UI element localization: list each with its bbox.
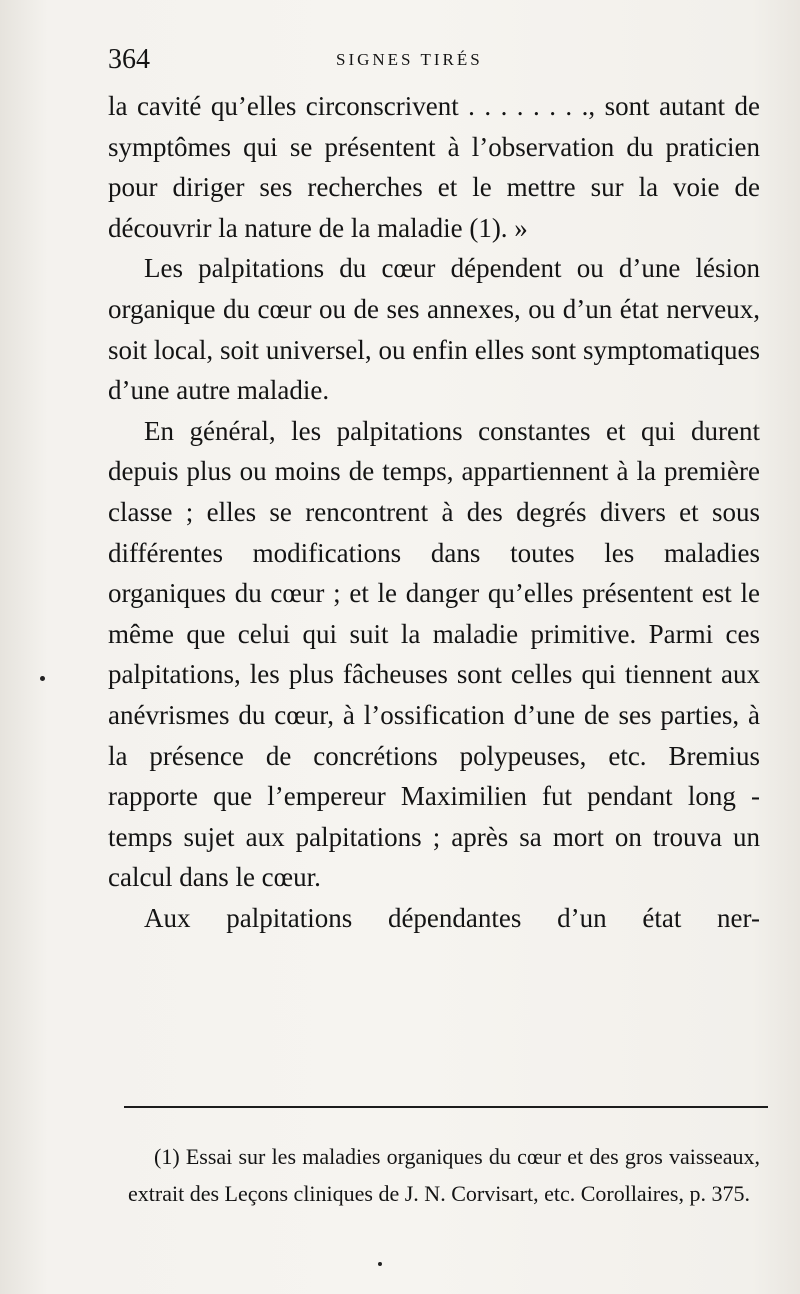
- footnote-text: (1) Essai sur les maladies organiques du cœur et des gros vaisseaux, extrait des Leçons cliniques de J. N. Corvisart, etc. Corollaires, p. 375.: [128, 1144, 760, 1206]
- page-number: 364: [108, 44, 150, 75]
- ink-speck: [378, 1262, 382, 1266]
- footnote: [128, 1138, 760, 1212]
- footnote-rule: [124, 1106, 768, 1108]
- ink-speck: [40, 676, 45, 681]
- paragraph-continuation: la cavité qu’elles circonscrivent . . . . . . . ., sont autant de symptômes qui se présentent à l’observation du praticien pour diriger ses recherches et le mettre sur la voie de découvrir la nature de la maladie (1). »: [108, 91, 760, 243]
- paragraph-palpitations-causes: Les palpitations du cœur dépendent ou d’une lésion organique du cœur ou de ses annexes, ou d’un état nerveux, soit local, soit universel, ou enfin elles sont symptomatiques d’une autre maladie.: [108, 253, 760, 406]
- paragraph-nervous-palpitations: Aux palpitations dépendantes d’un état ner-: [144, 902, 760, 933]
- paragraph-organic-palpitations: En général, les palpitations constantes et qui durent depuis plus ou moins de temps, appartiennent à la première classe ; elles se rencontrent à des degrés divers et sous différentes modifications dans toutes les maladies organiques du cœur ; et le danger qu’elles présentent est le même que celui qui suit la maladie primitive. Parmi ces palpitations, les plus fâcheuses sont celles qui tiennent aux anévrismes du cœur, à l’ossification d’une de ses parties, à la présence de concrétions polypeuses, etc. Bremius rapporte que l’empereur Maximilien fut pendant long - temps sujet aux palpitations ; après sa mort on trouva un calcul dans le cœur.: [108, 415, 760, 893]
- page-header: [108, 44, 768, 84]
- body-text: [108, 86, 760, 938]
- running-title: SIGNES TIRÉS: [336, 50, 483, 69]
